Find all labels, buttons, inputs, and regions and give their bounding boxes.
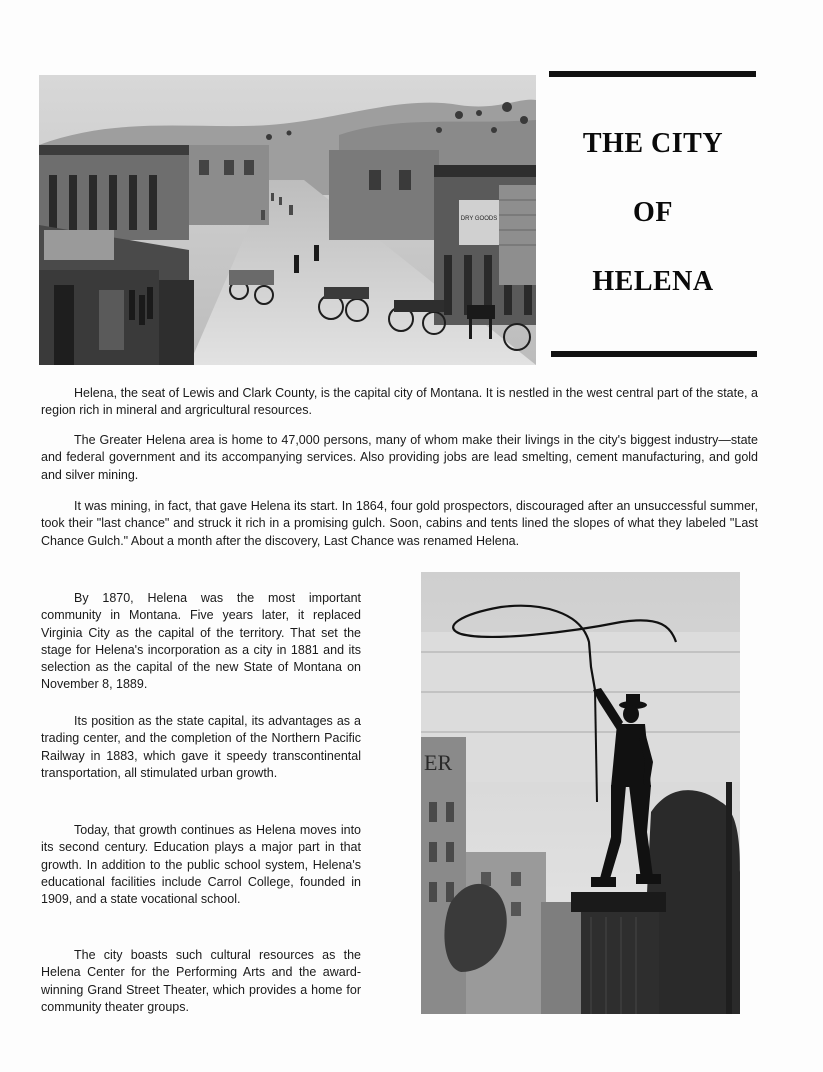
paragraph-culture: The city boasts such cultural resources as the Helena Center for the Performing Arts and the award-winning Grand Street Theater, which provides a home for community theater groups.: [41, 948, 361, 1014]
page-title-line-3: HELENA: [592, 266, 714, 297]
building-sign: ER: [424, 750, 453, 775]
paragraph-intro: Helena, the seat of Lewis and Clark County, is the capital city of Montana. It is nestled in the west central part of the state, a region rich in mineral and argricultural resources.: [41, 386, 758, 418]
paragraph-population: The Greater Helena area is home to 47,000 persons, many of whom make their livings in the city's biggest industry—state and federal government and its accompanying services. Also providing jobs are lead smelting, cement manufacturing, and gold and silver mining.: [41, 433, 758, 482]
cowboy-statue-photo: [421, 572, 740, 1014]
paragraph-mining-history: It was mining, in fact, that gave Helena its start. In 1864, four gold prospectors, discouraged after an unsuccessful summer, took their "last chance" and struck it rich in a promising gulch. Soon, cabins and tents lined the slopes of what they labeled "Last Chance Gulch." About a month after the discovery, Last Chance was renamed Helena.: [41, 499, 758, 548]
paragraph-growth: Its position as the state capital, its advantages as a trading center, and the completion of the Northern Pacific Railway in 1883, which gave it speedy transcontinental transportation, all stimulated urban growth.: [41, 714, 361, 780]
title-bottom-rule: [551, 351, 757, 357]
page-title-line-1: THE CITY: [582, 128, 724, 159]
title-top-rule: [549, 71, 756, 77]
page-title-line-2: OF: [633, 197, 673, 228]
paragraph-capital: By 1870, Helena was the most important community in Montana. Five years later, it replaced Virginia City as the capital of the territory. That set the stage for Helena's incorporation as a city in 1881 and its selection as the capital of the new State of Montana on November 8, 1889.: [41, 591, 361, 692]
storefront-sign: DRY GOODS: [460, 216, 498, 222]
historic-street-photo: [39, 75, 536, 365]
paragraph-education: Today, that growth continues as Helena moves into its second century. Education plays a major part in that growth. In addition to the public school system, Helena's educational facilities include Carrol College, founded in 1909, and a state vocational school.: [41, 823, 361, 907]
